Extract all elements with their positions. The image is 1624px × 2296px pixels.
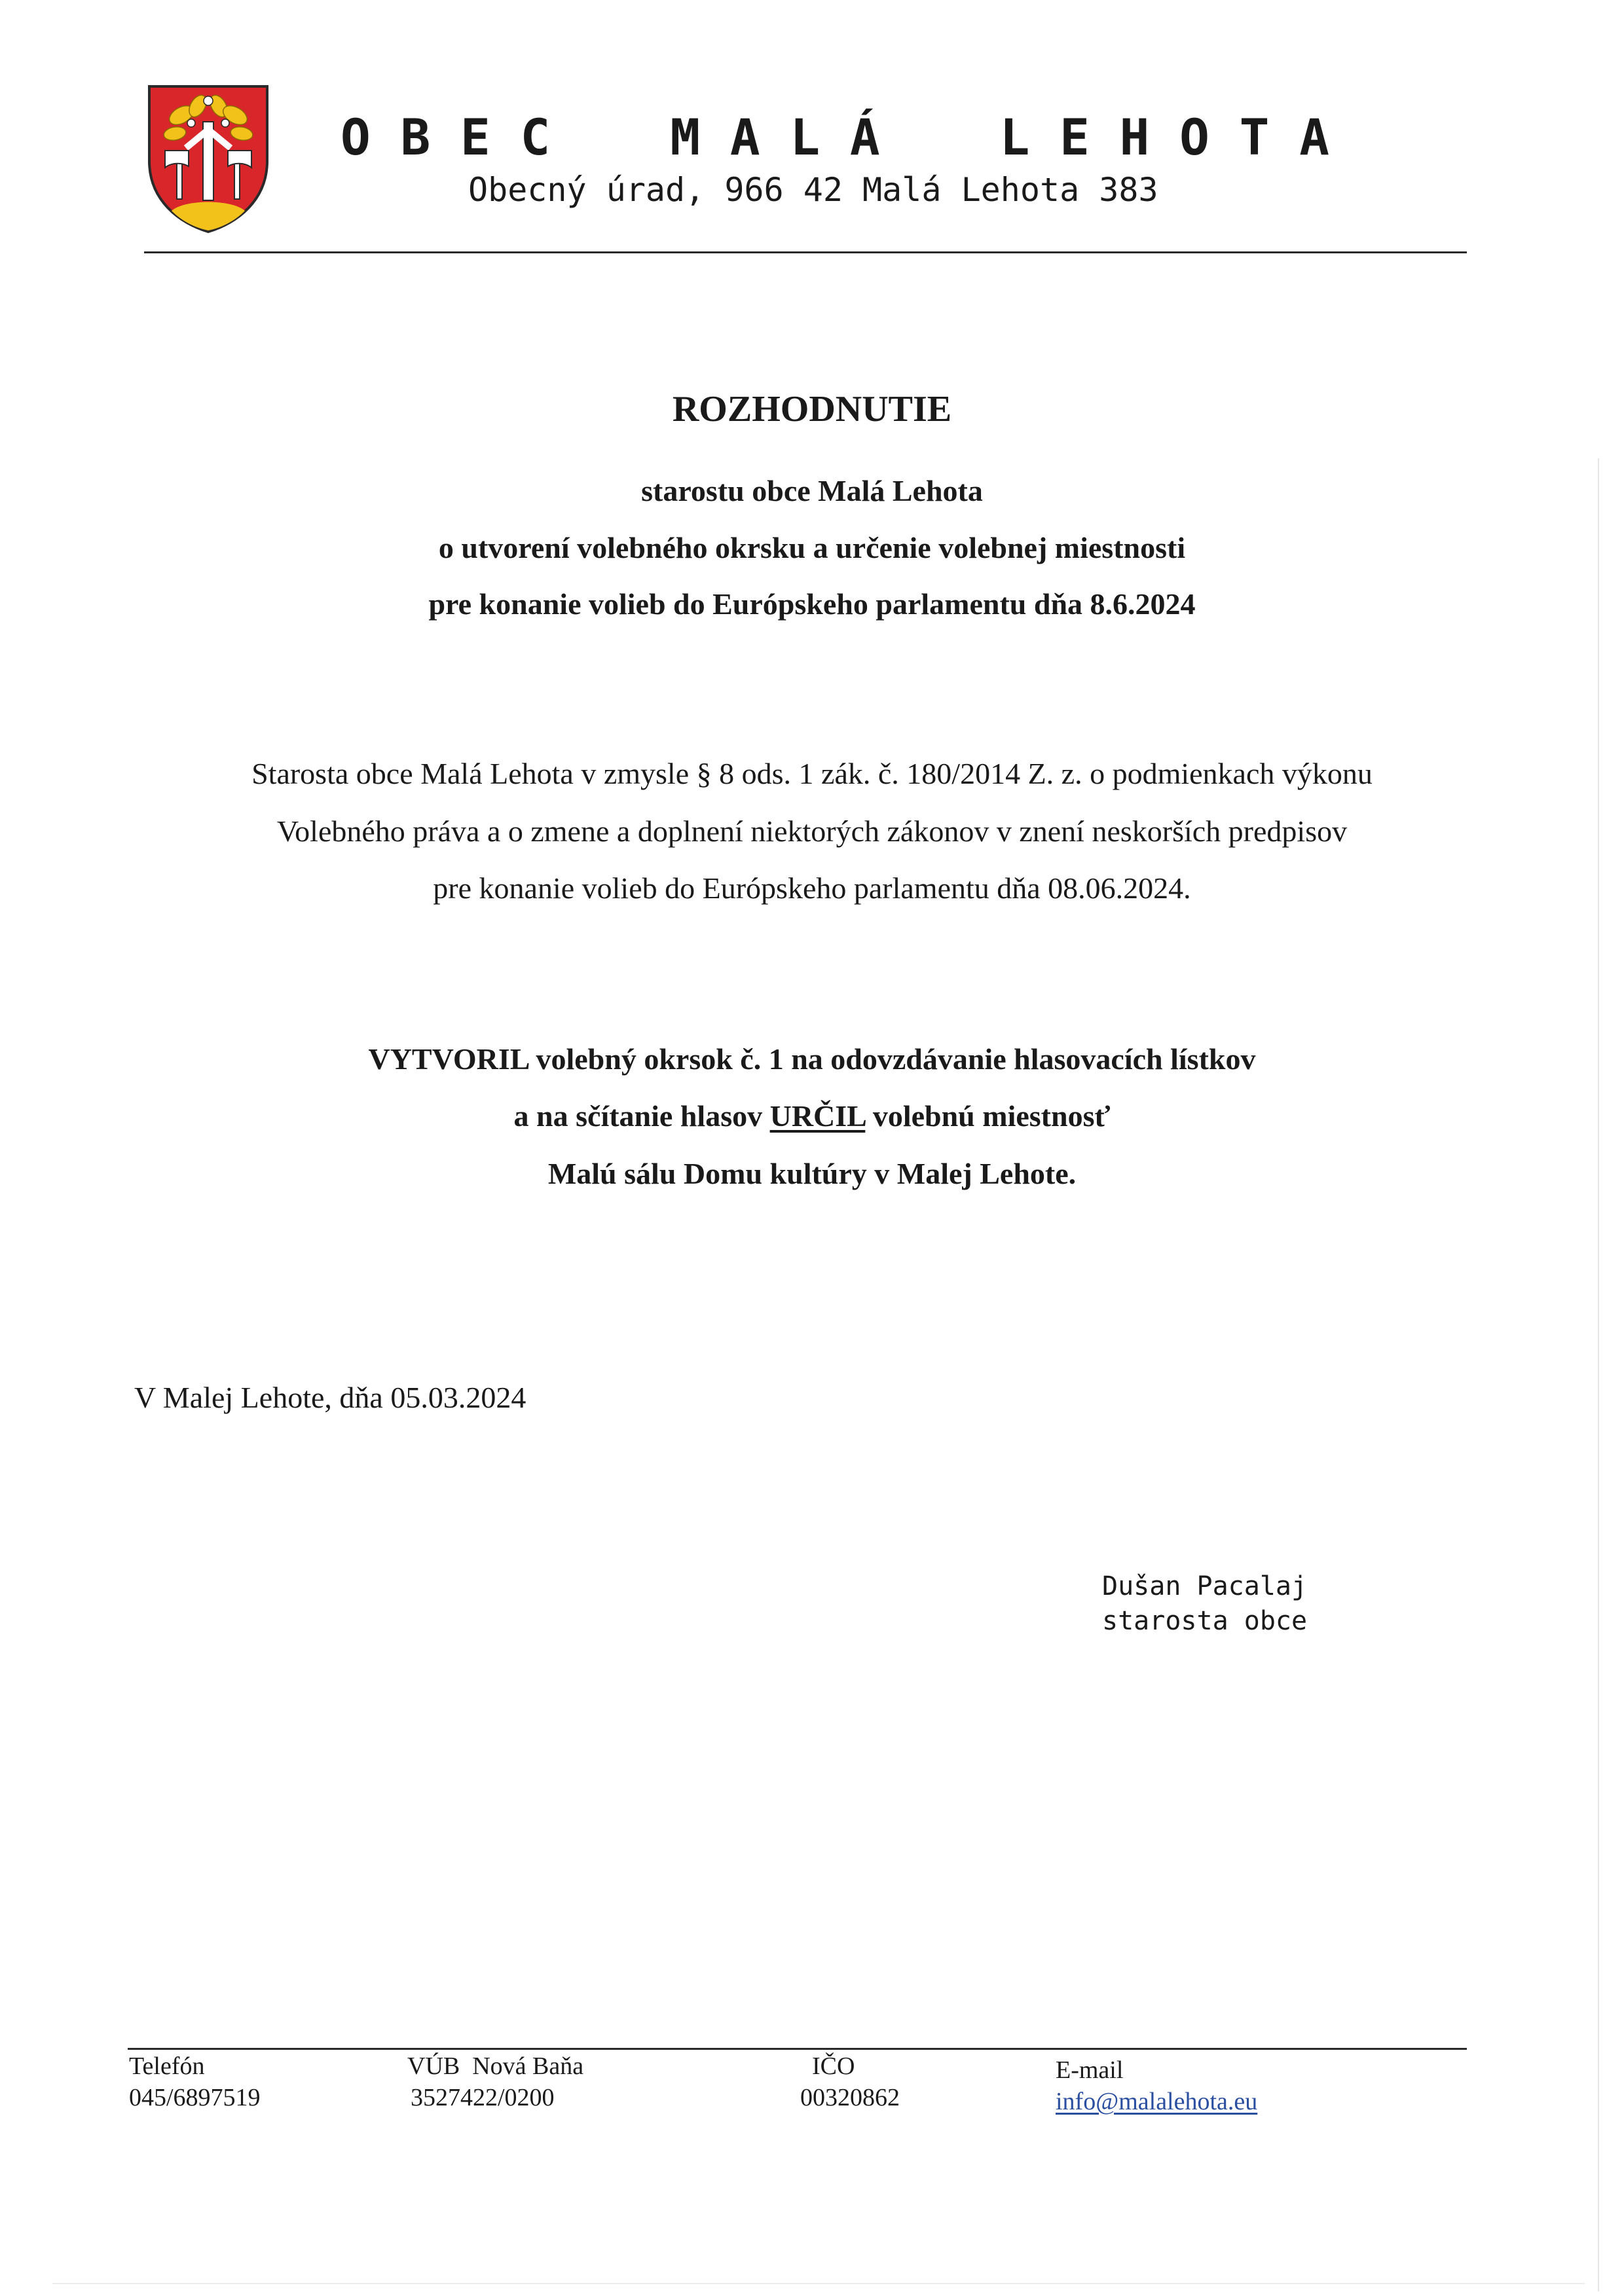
header-divider bbox=[144, 251, 1467, 253]
office-address: Obecný úrad, 966 42 Malá Lehota 383 bbox=[468, 171, 1158, 209]
footer-divider bbox=[128, 2048, 1467, 2050]
body-line: Starosta obce Malá Lehota v zmysle § 8 ods. 1 zák. č. 180/2014 Z. z. o podmienkach výkonu bbox=[251, 757, 1373, 790]
municipality-name: O B E C M A L Á L E H O T A bbox=[341, 108, 1329, 166]
decision-text: a na sčítanie hlasov bbox=[513, 1099, 770, 1133]
body-line: pre konanie volieb do Európskeho parlamentu dňa 08.06.2024. bbox=[433, 871, 1191, 905]
decision-keyword: URČIL bbox=[769, 1099, 866, 1133]
signatory-name: Dušan Pacalaj bbox=[1102, 1571, 1308, 1601]
footer-email-link[interactable]: info@malalehota.eu bbox=[1056, 2088, 1258, 2115]
footer-phone-label: Telefón bbox=[129, 2052, 205, 2080]
footer-bank-label: VÚB Nová Baňa bbox=[407, 2052, 584, 2080]
scan-edge bbox=[1598, 458, 1599, 2291]
decision-text: volebnú miestnosť bbox=[865, 1099, 1111, 1133]
signatory-role: starosta obce bbox=[1102, 1606, 1308, 1636]
footer-email-label: E-mail bbox=[1056, 2056, 1124, 2084]
document-title: ROZHODNUTIE bbox=[672, 389, 952, 429]
scan-edge bbox=[52, 2283, 1585, 2284]
footer-ico-value: 00320862 bbox=[800, 2084, 900, 2111]
footer-phone-value: 045/6897519 bbox=[129, 2084, 261, 2111]
subtitle-line: starostu obce Malá Lehota bbox=[641, 474, 983, 507]
decision-line bbox=[131, 1097, 1493, 1136]
decision-line: VYTVORIL volebný okrsok č. 1 na odovzdávanie hlasovacích lístkov bbox=[368, 1042, 1256, 1076]
coat-of-arms-icon bbox=[145, 82, 271, 234]
subtitle-line: o utvorení volebného okrsku a určenie volebnej miestnosti bbox=[438, 531, 1186, 564]
place-date: V Malej Lehote, dňa 05.03.2024 bbox=[134, 1381, 526, 1414]
footer-bank-value: 3527422/0200 bbox=[411, 2084, 555, 2111]
footer-ico-label: IČO bbox=[812, 2052, 855, 2080]
decision-line: Malú sálu Domu kultúry v Malej Lehote. bbox=[547, 1157, 1077, 1190]
body-line: Volebného práva a o zmene a doplnení niektorých zákonov v znení neskorších predpisov bbox=[276, 814, 1348, 848]
subtitle-line: pre konanie volieb do Európskeho parlamentu dňa 8.6.2024 bbox=[428, 587, 1196, 621]
